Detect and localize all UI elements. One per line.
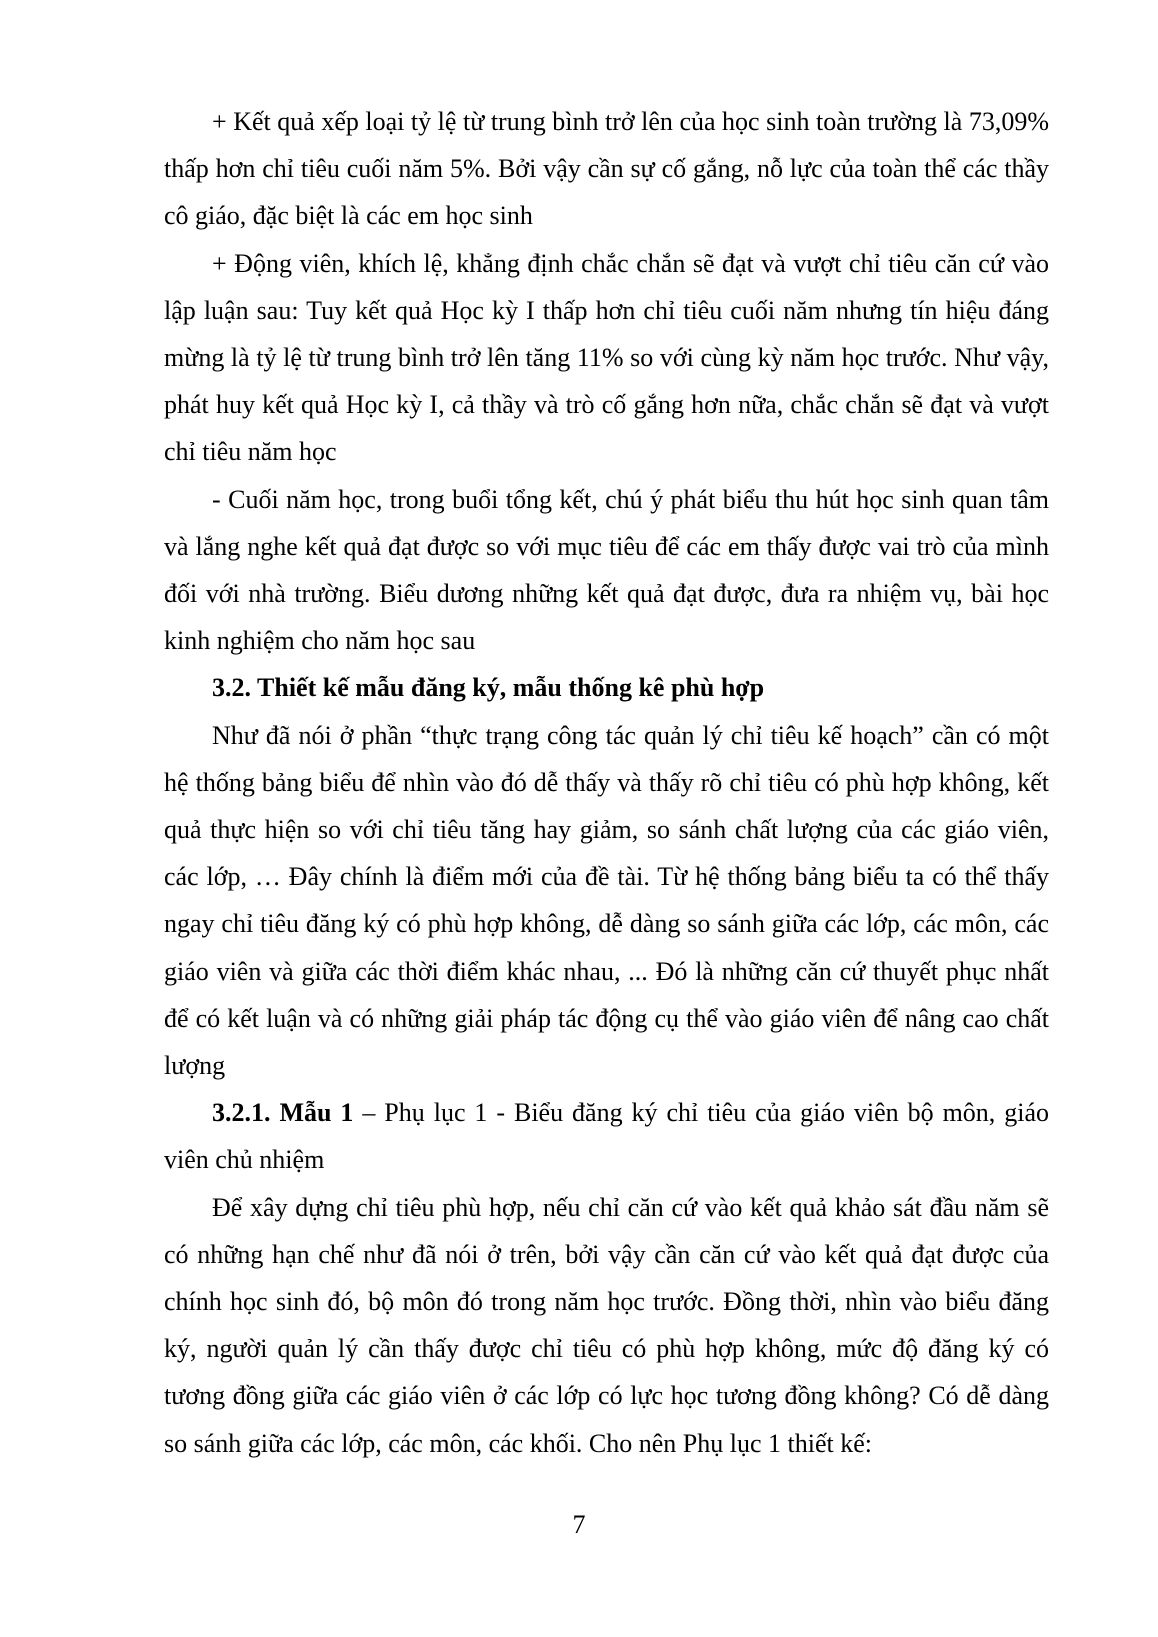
- page-content: [164, 98, 1049, 1467]
- subsection-heading-3-2-1: [164, 1089, 1049, 1183]
- page-number: 7: [572, 1510, 586, 1539]
- subsection-heading-text: – Phụ lục 1 - Biểu đăng ký chỉ tiêu của giáo viên bộ môn, giáo viên chủ nhiệm: [164, 1098, 1050, 1175]
- paragraph-table-system: Như đã nói ở phần “thực trạng công tác quản lý chỉ tiêu kế hoạch” cần có một hệ thống bảng biểu để nhìn vào đó dễ thấy và thấy rõ chỉ tiêu có phù hợp không, kết quả thực hiện so với chỉ tiêu tăng hay giảm, so sánh chất lượng của các giáo viên, các lớp, … Đây chính là điểm mới của đề tài. Từ hệ thống bảng biểu ta có thể thấy ngay chỉ tiêu đăng ký có phù hợp không, dễ dàng so sánh giữa các lớp, các môn, các giáo viên và giữa các thời điểm khác nhau, ... Đó là những căn cứ thuyết phục nhất để có kết luận và có những giải pháp tác động cụ thể vào giáo viên để nâng cao chất lượng: [164, 720, 1049, 1081]
- paragraph-encouragement: + Động viên, khích lệ, khẳng định chắc chắn sẽ đạt và vượt chỉ tiêu căn cứ vào lập luận sau: Tuy kết quả Học kỳ I thấp hơn chỉ tiêu cuối năm nhưng tín hiệu đáng mừng là tỷ lệ từ trung bình trở lên tăng 11% so với cùng kỳ năm học trước. Như vậy, phát huy kết quả Học kỳ I, cả thầy và trò cố gắng hơn nữa, chắc chắn sẽ đạt và vượt chỉ tiêu năm học: [164, 248, 1049, 467]
- paragraph-year-end-summary: - Cuối năm học, trong buổi tổng kết, chú ý phát biểu thu hút học sinh quan tâm và lắng nghe kết quả đạt được so với mục tiêu để các em thấy được vai trò của mình đối với nhà trường. Biểu dương những kết quả đạt được, đưa ra nhiệm vụ, bài học kinh nghiệm cho năm học sau: [164, 484, 1049, 656]
- paragraph-result-classification: + Kết quả xếp loại tỷ lệ từ trung bình trở lên của học sinh toàn trường là 73,09% thấp hơn chỉ tiêu cuối năm 5%. Bởi vậy cần sự cố gắng, nỗ lực của toàn thể các thầy cô giáo, đặc biệt là các em học sinh: [164, 107, 1049, 231]
- section-heading-3-2: 3.2. Thiết kế mẫu đăng ký, mẫu thống kê phù hợp: [212, 673, 765, 703]
- subsection-heading-bold: 3.2.1. Mẫu 1: [212, 1098, 354, 1128]
- paragraph-target-building: Để xây dựng chỉ tiêu phù hợp, nếu chỉ căn cứ vào kết quả khảo sát đầu năm sẽ có những hạn chế như đã nói ở trên, bởi vậy cần căn cứ vào kết quả đạt được của chính học sinh đó, bộ môn đó trong năm học trước. Đồng thời, nhìn vào biểu đăng ký, người quản lý cần thấy được chỉ tiêu có phù hợp không, mức độ đăng ký có tương đồng giữa các giáo viên ở các lớp có lực học tương đồng không? Có dễ dàng so sánh giữa các lớp, các môn, các khối. Cho nên Phụ lục 1 thiết kế:: [164, 1192, 1049, 1458]
